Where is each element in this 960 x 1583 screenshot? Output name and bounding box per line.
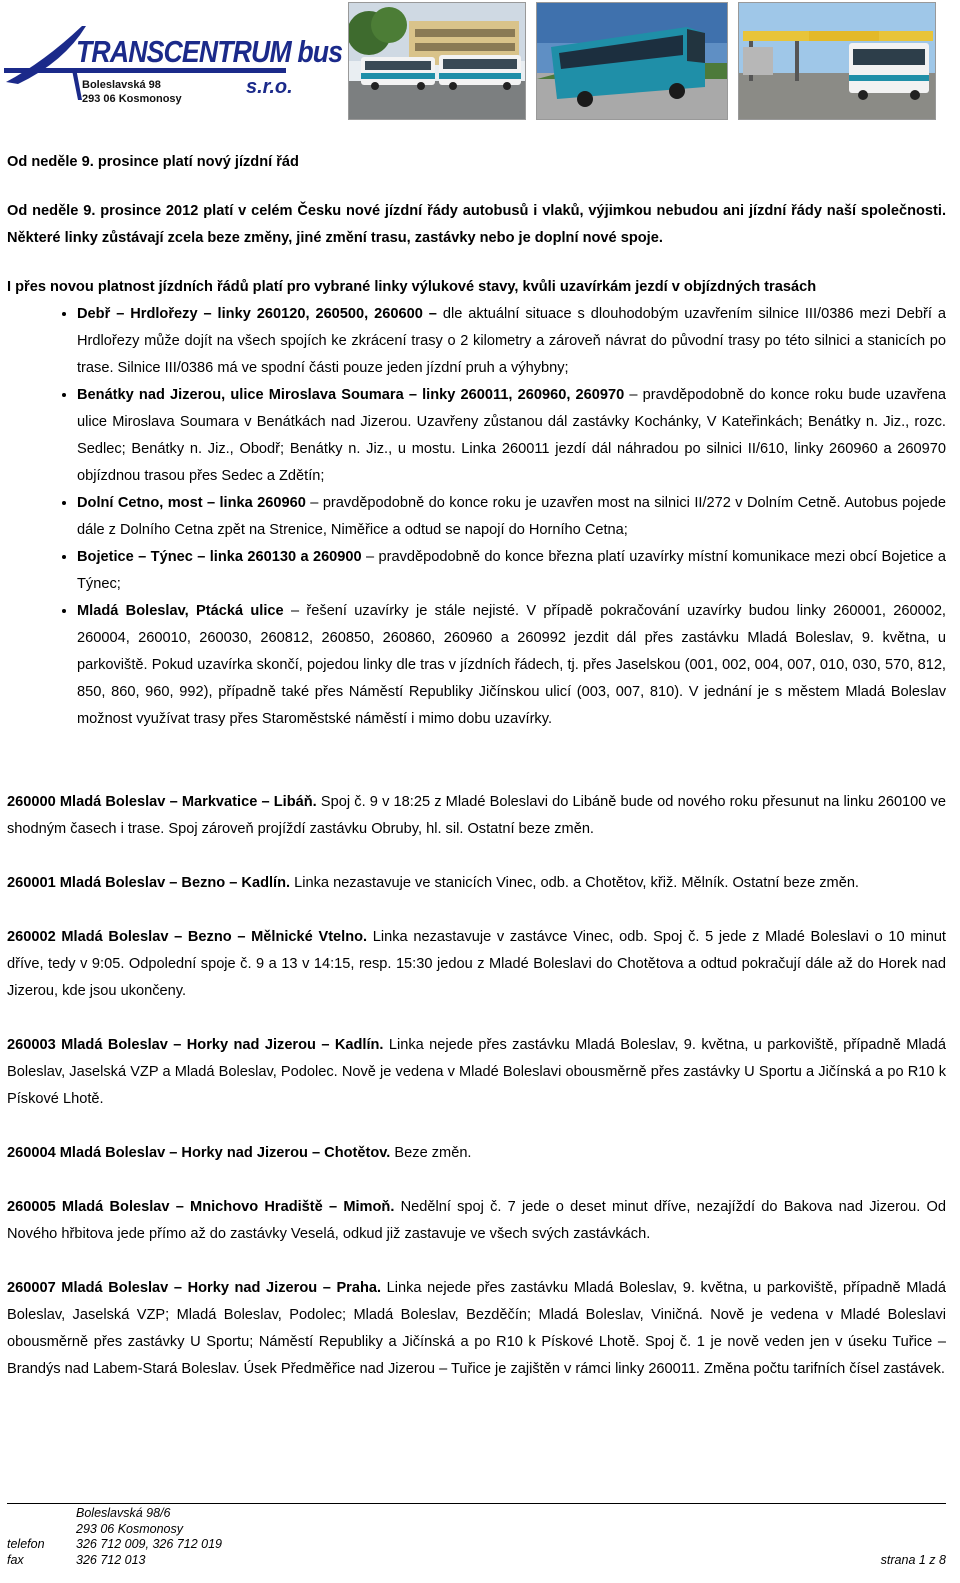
closure-item-lead: Bojetice – Týnec – linka 260130 a 260900 [77,549,362,565]
closure-item-lead: Mladá Boleslav, Ptácká ulice [77,603,284,619]
page-header [0,0,960,125]
closure-item-lead: Debř – Hrdlořezy – linky 260120, 260500, 260600 – [77,306,437,322]
article-body [7,149,946,1383]
footer-fax-label: fax [7,1552,24,1567]
closure-item-text: – řešení uzavírky je stále nejisté. V případě pokračování uzavírky budou linky 260001, 260002, 260004, 260010, 260030, 260812, 260850, 260860, 260960 a 260992 jezdit dál přes zastávku Mladá Boleslav, 9. května, u parkoviště. Pokud uzavírka skončí, pojedou linky dle tras v jízdních řádech, tj. přes Jaselskou (001, 002, 004, 007, 010, 030, 570, 812, 850, 860, 960, 992), případně také přes Náměstí Republiky Jičínskou ulicí (003, 007, 810). V jednání je s městem Mladá Boleslav možnost využívat trasy přes Staroměstské náměstí i mimo dobu uzavírky. [77,603,946,727]
route-title: 260002 Mladá Boleslav – Bezno – Mělnické Vtelno. [7,929,368,945]
route-paragraph [7,1032,946,1113]
logo-address-street: Boleslavská 98 [82,79,161,91]
route-text: Linka nejede přes zastávku Mladá Boleslav, 9. května, u parkoviště, případně Mladá Boleslav, Jaselská VZP; Mladá Boleslav, Podolec; Mladá Boleslav, Bezděčín; Mladá Boleslav, Viničná. Nově je vedena v Mladé Boleslavi obousměrně přes zastávky U Sportu; Náměstí Republiky a Jičínská a po R10 k Pískové Lhotě. Spoj č. 1 je nově veden jen v úseku Tuřice – Brandýs nad Labem-Stará Boleslav. Úsek Předměřice nad Jizerou – Tuřice je zajištěn v rámci linky 260011. Změna počtu tarifních čísel zastávek. [7,1280,946,1377]
logo-legal-suffix: s.r.o. [246,76,293,98]
closure-item-text: dle aktuální situace s dlouhodobým uzavřením silnice III/0386 mezi Debří a Hrdlořezy může dojít na všech spojích ke zkrácení trasy o 2 kilometry a zároveň návrat do původní trasy po této silnici a stanicích po trase. Silnice III/0386 má ve spodní části pouze jeden jízdní pruh a výhybny; [77,306,946,376]
closure-item-lead: Dolní Cetno, most – linka 260960 [77,495,306,511]
bus-photo-depot [348,2,526,120]
route-paragraph [7,789,946,843]
route-title: 260000 Mladá Boleslav – Markvatice – Libáň. [7,794,317,810]
closure-item [77,544,946,598]
intro-paragraph: Od neděle 9. prosince 2012 platí v celém Česku nové jízdní řády autobusů i vlaků, výjimkou nebudou ani jízdní řády naší společnosti. Některé linky zůstávají zcela beze změny, jiné změní trasu, zastávky nebo je doplní nové spoje. [7,203,946,246]
route-paragraph [7,1194,946,1248]
bus-photo-road [536,2,728,120]
route-text: Linka nezastavuje v zastávce Vinec, odb. Spoj č. 5 jede z Mladé Boleslavi o 10 minut dříve, tedy v 9:05. Odpolední spoje č. 9 a 13 v 14:15, resp. 15:30 jedou z Mladé Boleslavi do Chotětova a odtud pokračují dále až do Horek nad Jizerou, kde jsou ukončeny. [7,929,946,999]
page-number: strana 1 z 8 [880,1552,946,1567]
route-title: 260001 Mladá Boleslav – Bezno – Kadlín. [7,875,291,891]
closure-item [77,301,946,382]
closure-item [77,598,946,733]
route-paragraph [7,1140,946,1167]
footer-address-city: 293 06 Kosmonosy [76,1521,184,1536]
closure-item-lead: Benátky nad Jizerou, ulice Miroslava Soumara – linky 260011, 260960, 260970 [77,387,625,403]
closure-item-text: – pravděpodobně do konce března platí uzavírky místní komunikace mezi obcí Bojetice a Týnec; [77,549,946,592]
route-paragraph [7,1275,946,1383]
footer-phone-value: 326 712 009, 326 712 019 [76,1537,222,1551]
route-text: Beze změn. [390,1145,472,1161]
footer-divider [7,1503,946,1504]
route-title: 260004 Mladá Boleslav – Horky nad Jizerou – Chotětov. [7,1145,391,1161]
route-title: 260005 Mladá Boleslav – Mnichovo Hradiště – Mimoň. [7,1199,395,1215]
closure-item [77,382,946,490]
closure-item [77,490,946,544]
route-title: 260003 Mladá Boleslav – Horky nad Jizerou – Kadlín. [7,1037,384,1053]
footer-address-street: Boleslavská 98/6 [76,1506,171,1520]
article-title: Od neděle 9. prosince platí nový jízdní řád [7,154,299,170]
route-paragraph [7,924,946,1005]
closures-list [7,301,946,733]
page-footer [7,1506,946,1568]
route-text: Linka nezastavuje ve stanicích Vinec, odb. a Chotětov, křiž. Mělník. Ostatní beze změn. [290,875,859,891]
closure-item-text: – pravděpodobně do konce roku bude uzavřena ulice Miroslava Soumara v Benátkách nad Jizerou. Uzavřeny zůstanou dál zastávky Kochánky, V Kateřinkách; Benátky n. Jiz., rozc. Sedlec; Benátky n. Jiz., Obodř; Benátky n. Jiz., u mostu. Linka 260011 jezdí dál náhradou po silnici II/610, linky 260960 a 260970 objízdnou trasou přes Sedec a Zdětín; [77,387,946,484]
footer-fax-value: 326 712 013 [76,1552,146,1567]
route-text: Linka nejede přes zastávku Mladá Boleslav, 9. května, u parkoviště, případně Mladá Boleslav, Jaselská VZP a Mladá Boleslav, Podolec. Nově je vedena v Mladé Boleslavi obousměrně přes zastávky U Sportu a Jičínská a po R10 k Pískové Lhotě. [7,1037,946,1107]
closures-heading: I přes novou platnost jízdních řádů platí pro vybrané linky výlukové stavy, kvůli uzavírkám jezdí v objízdných trasách [7,279,817,295]
closure-item-text: – pravděpodobně do konce roku je uzavřen most na silnici II/272 v Dolním Cetně. Autobus pojede dále z Dolního Cetna zpět na Strenice, Niměřice a odtud se napojí do Horního Cetna; [77,495,946,538]
route-text: Nedělní spoj č. 7 jede o deset minut dříve, nezajíždí do Bakova nad Jizerou. Od Nového hřbitova jede přímo až do zastávky Veselá, odkud již zastavuje ve všech svých zastávkách. [7,1199,946,1242]
company-logo [4,22,343,105]
bus-photo-station [738,2,936,120]
route-title: 260007 Mladá Boleslav – Horky nad Jizerou – Praha. [7,1280,382,1296]
logo-address-city: 293 06 Kosmonosy [82,93,182,105]
footer-phone-label: telefon [7,1537,45,1551]
route-paragraph [7,870,946,897]
route-text: Spoj č. 9 v 18:25 z Mladé Boleslavi do Libáně bude od nového roku přesunut na linku 260100 ve shodným časech i trase. Spoj zároveň projíždí zastávku Obruby, hl. sil. Ostatní beze změn. [7,794,946,837]
logo-company-name: TRANSCENTRUM bus [76,34,343,69]
